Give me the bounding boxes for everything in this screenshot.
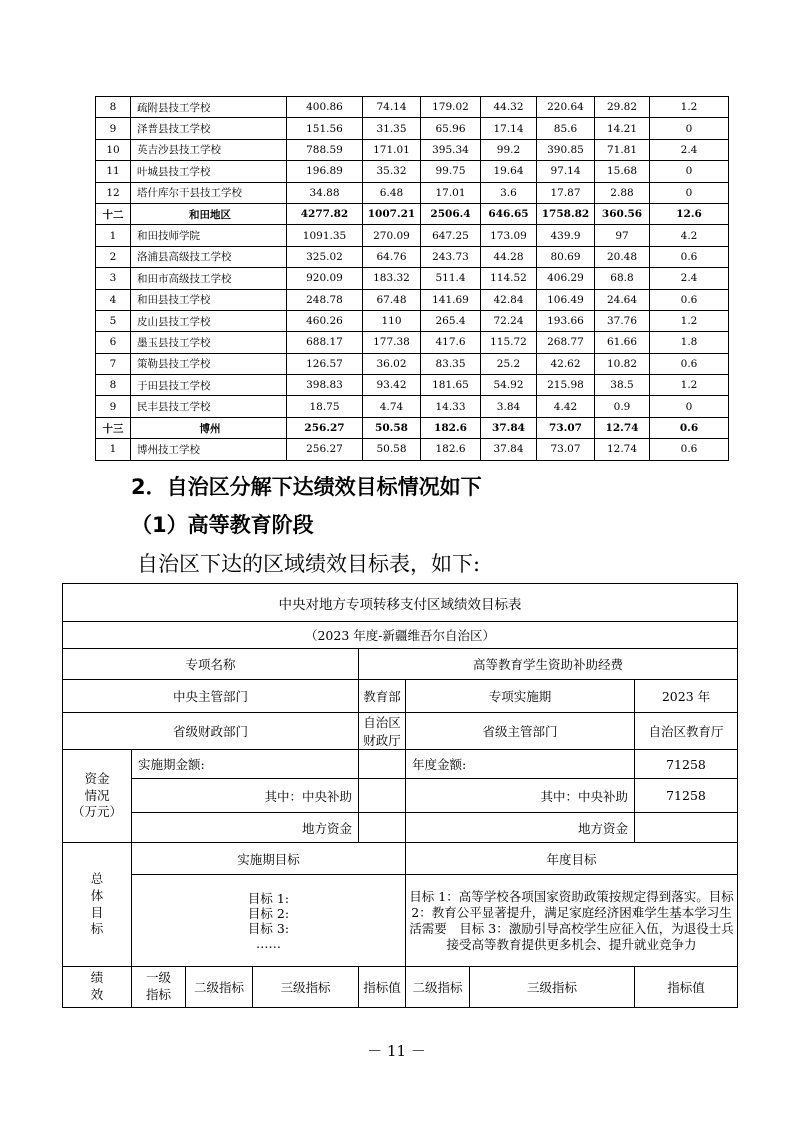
value-cell: 1.2 (650, 97, 729, 118)
value-cell: 17.14 (481, 118, 537, 139)
value-cell: 141.69 (421, 289, 481, 310)
level2-indicator-header-right: 二级指标 (406, 967, 470, 1008)
row-number: 3 (96, 268, 131, 289)
value-cell: 99.2 (481, 139, 537, 160)
value-cell: 1091.35 (287, 225, 363, 246)
value-cell: 110 (363, 310, 421, 331)
value-cell: 1758.82 (537, 203, 595, 224)
school-name: 疏附县技工学校 (131, 97, 287, 118)
school-name: 民丰县技工学校 (131, 396, 287, 417)
value-cell: 417.6 (421, 332, 481, 353)
central-subsidy-label: 其中：中央补助 (132, 779, 359, 813)
school-name: 和田市高级技工学校 (131, 268, 287, 289)
value-cell: 688.17 (287, 332, 363, 353)
row-number: 2 (96, 246, 131, 267)
impl-goals: 目标 1: 目标 2: 目标 3: …… (132, 875, 406, 967)
prov-dept-label: 省级主管部门 (406, 713, 635, 750)
value-cell: 1.2 (650, 310, 729, 331)
value-cell: 38.5 (595, 375, 650, 396)
table-row (96, 332, 729, 353)
value-cell: 25.2 (481, 353, 537, 374)
value-cell: 73.07 (537, 417, 595, 438)
value-cell: 50.58 (363, 417, 421, 438)
value-cell: 72.24 (481, 310, 537, 331)
value-cell: 2.4 (650, 139, 729, 160)
indicator-value-header: 指标值 (359, 967, 406, 1008)
value-cell: 115.72 (481, 332, 537, 353)
row-number: 1 (96, 225, 131, 246)
value-cell: 71.81 (595, 139, 650, 160)
table-subtotal-row (96, 417, 729, 438)
school-name: 策勒县技工学校 (131, 353, 287, 374)
school-name: 于田县技工学校 (131, 375, 287, 396)
section-heading: 2．自治区分解下达绩效目标情况如下 (131, 475, 482, 499)
value-cell: 20.48 (595, 246, 650, 267)
level3-indicator-header: 三级指标 (280, 980, 331, 995)
value-cell: 1.2 (650, 375, 729, 396)
value-cell: 126.57 (287, 353, 363, 374)
value-cell: 17.87 (537, 182, 595, 203)
central-subsidy-value-left (359, 779, 406, 813)
table-row (96, 268, 729, 289)
value-cell: 647.25 (421, 225, 481, 246)
value-cell: 50.58 (363, 439, 421, 460)
value-cell: 0.6 (650, 289, 729, 310)
school-name: 皮山县技工学校 (131, 310, 287, 331)
funds-label: 资金 情况 （万元） (63, 750, 132, 843)
value-cell: 42.84 (481, 289, 537, 310)
row-number: 9 (96, 396, 131, 417)
value-cell: 67.48 (363, 289, 421, 310)
value-cell: 15.68 (595, 161, 650, 182)
local-funds-value-left (359, 813, 406, 843)
value-cell: 4.42 (537, 396, 595, 417)
row-number: 10 (96, 139, 131, 160)
form-subtitle: （2023 年度-新疆维吾尔自治区） (63, 622, 738, 649)
value-cell: 36.02 (363, 353, 421, 374)
school-name: 和田县技工学校 (131, 289, 287, 310)
value-cell: 2.88 (595, 182, 650, 203)
central-subsidy-value-right: 71258 (635, 779, 738, 813)
value-cell: 215.98 (537, 375, 595, 396)
value-cell: 0 (650, 396, 729, 417)
value-cell: 193.66 (537, 310, 595, 331)
value-cell: 400.86 (287, 97, 363, 118)
value-cell: 73.07 (537, 439, 595, 460)
value-cell: 37.84 (481, 439, 537, 460)
value-cell: 10.82 (595, 353, 650, 374)
table-row (96, 439, 729, 460)
table-row (96, 225, 729, 246)
period-value: 2023 年 (635, 680, 738, 713)
value-cell: 85.6 (537, 118, 595, 139)
value-cell: 42.62 (537, 353, 595, 374)
project-name-label: 专项名称 (63, 649, 359, 680)
value-cell: 265.4 (421, 310, 481, 331)
value-cell: 61.66 (595, 332, 650, 353)
value-cell: 511.4 (421, 268, 481, 289)
value-cell: 151.56 (287, 118, 363, 139)
value-cell: 65.96 (421, 118, 481, 139)
row-number: 12 (96, 182, 131, 203)
row-number: 4 (96, 289, 131, 310)
value-cell: 12.6 (650, 203, 729, 224)
row-number: 十二 (96, 203, 131, 224)
value-cell: 18.75 (287, 396, 363, 417)
value-cell: 360.56 (595, 203, 650, 224)
value-cell: 920.09 (287, 268, 363, 289)
table-row (96, 353, 729, 374)
impl-amount-label: 实施期金额: (132, 750, 359, 779)
value-cell: 17.01 (421, 182, 481, 203)
value-cell: 243.73 (421, 246, 481, 267)
performance-target-table (62, 583, 738, 1008)
local-funds-label-right: 地方资金 (406, 813, 635, 843)
school-name: 塔什库尔干县技工学校 (131, 182, 287, 203)
funding-table (95, 96, 729, 461)
intro-paragraph: 自治区下达的区域绩效目标表，如下: (137, 552, 481, 576)
value-cell: 97.14 (537, 161, 595, 182)
local-funds-value-right (635, 813, 738, 843)
value-cell: 37.84 (481, 417, 537, 438)
value-cell: 29.82 (595, 97, 650, 118)
table-row (96, 182, 729, 203)
value-cell: 248.78 (287, 289, 363, 310)
annual-amount-value: 71258 (635, 750, 738, 779)
row-number: 11 (96, 161, 131, 182)
value-cell: 460.26 (287, 310, 363, 331)
prov-dept-value: 自治区教育厅 (635, 713, 738, 750)
row-number: 9 (96, 118, 131, 139)
row-number: 十三 (96, 417, 131, 438)
central-subsidy-label-right: 其中：中央补助 (406, 779, 635, 813)
value-cell: 12.74 (595, 439, 650, 460)
value-cell: 2.4 (650, 268, 729, 289)
value-cell: 0.9 (595, 396, 650, 417)
table-row (96, 118, 729, 139)
level2-level3-header (186, 967, 359, 1008)
value-cell: 14.21 (595, 118, 650, 139)
value-cell: 54.92 (481, 375, 537, 396)
value-cell: 93.42 (363, 375, 421, 396)
value-cell: 97 (595, 225, 650, 246)
value-cell: 181.65 (421, 375, 481, 396)
central-dept-value: 教育部 (359, 680, 406, 713)
school-name: 英吉沙县技工学校 (131, 139, 287, 160)
value-cell: 182.6 (421, 417, 481, 438)
prov-finance-value: 自治区财政厅 (359, 713, 406, 750)
value-cell: 0.6 (650, 439, 729, 460)
school-name: 和田技师学院 (131, 225, 287, 246)
value-cell: 34.88 (287, 182, 363, 203)
value-cell: 4277.82 (287, 203, 363, 224)
indicator-value-header-right: 指标值 (635, 967, 738, 1008)
value-cell: 19.64 (481, 161, 537, 182)
value-cell: 177.38 (363, 332, 421, 353)
impl-amount-value (359, 750, 406, 779)
value-cell: 3.6 (481, 182, 537, 203)
value-cell: 325.02 (287, 246, 363, 267)
value-cell: 270.09 (363, 225, 421, 246)
value-cell: 398.83 (287, 375, 363, 396)
school-name: 和田地区 (131, 203, 287, 224)
value-cell: 268.77 (537, 332, 595, 353)
central-dept-label: 中央主管部门 (63, 680, 359, 713)
project-name-value: 高等教育学生资助补助经费 (359, 649, 738, 680)
value-cell: 179.02 (421, 97, 481, 118)
value-cell: 68.8 (595, 268, 650, 289)
table-row (96, 396, 729, 417)
value-cell: 646.65 (481, 203, 537, 224)
value-cell: 0 (650, 161, 729, 182)
value-cell: 256.27 (287, 439, 363, 460)
value-cell: 2506.4 (421, 203, 481, 224)
school-name: 墨玉县技工学校 (131, 332, 287, 353)
value-cell: 0 (650, 118, 729, 139)
value-cell: 44.32 (481, 97, 537, 118)
table-row (96, 97, 729, 118)
row-number: 6 (96, 332, 131, 353)
value-cell: 196.89 (287, 161, 363, 182)
impl-goal-header: 实施期目标 (132, 843, 406, 875)
annual-goal-header: 年度目标 (406, 843, 738, 875)
school-name: 叶城县技工学校 (131, 161, 287, 182)
value-cell: 788.59 (287, 139, 363, 160)
value-cell: 182.6 (421, 439, 481, 460)
value-cell: 173.09 (481, 225, 537, 246)
value-cell: 406.29 (537, 268, 595, 289)
value-cell: 0 (650, 182, 729, 203)
overall-goals-label: 总 体 目 标 (63, 843, 132, 967)
table-row (96, 139, 729, 160)
value-cell: 0.6 (650, 417, 729, 438)
value-cell: 14.33 (421, 396, 481, 417)
table-row (96, 375, 729, 396)
value-cell: 31.35 (363, 118, 421, 139)
value-cell: 80.69 (537, 246, 595, 267)
page-number: － 11 － (367, 1042, 426, 1060)
level3-indicator-header-right: 三级指标 (470, 967, 635, 1008)
row-number: 5 (96, 310, 131, 331)
table-row (96, 161, 729, 182)
period-label: 专项实施期 (406, 680, 635, 713)
row-number: 7 (96, 353, 131, 374)
value-cell: 12.74 (595, 417, 650, 438)
value-cell: 395.34 (421, 139, 481, 160)
table-row (96, 289, 729, 310)
value-cell: 439.9 (537, 225, 595, 246)
prov-finance-label: 省级财政部门 (63, 713, 359, 750)
annual-goals: 目标 1：高等学校各项国家资助政策按规定得到落实。目标 2：教育公平显著提升，满足家庭经济困难学生基本学习生活需要 目标 3：激励引导高校学生应征入伍，为退役士兵接受高等教育提供更多机会、提升就业竞争力 (406, 875, 738, 967)
value-cell: 99.75 (421, 161, 481, 182)
value-cell: 4.2 (650, 225, 729, 246)
value-cell: 1007.21 (363, 203, 421, 224)
value-cell: 35.32 (363, 161, 421, 182)
school-name: 博州技工学校 (131, 439, 287, 460)
value-cell: 4.74 (363, 396, 421, 417)
level2-indicator-header: 二级指标 (186, 967, 253, 1007)
value-cell: 390.85 (537, 139, 595, 160)
value-cell: 83.35 (421, 353, 481, 374)
value-cell: 44.28 (481, 246, 537, 267)
value-cell: 0.6 (650, 353, 729, 374)
school-name: 泽普县技工学校 (131, 118, 287, 139)
value-cell: 74.14 (363, 97, 421, 118)
value-cell: 24.64 (595, 289, 650, 310)
value-cell: 3.84 (481, 396, 537, 417)
value-cell: 1.8 (650, 332, 729, 353)
value-cell: 6.48 (363, 182, 421, 203)
form-title: 中央对地方专项转移支付区域绩效目标表 (63, 584, 738, 622)
table-subtotal-row (96, 203, 729, 224)
value-cell: 106.49 (537, 289, 595, 310)
table-row (96, 246, 729, 267)
row-number: 1 (96, 439, 131, 460)
row-number: 8 (96, 97, 131, 118)
value-cell: 114.52 (481, 268, 537, 289)
school-name: 洛浦县高级技工学校 (131, 246, 287, 267)
school-name: 博州 (131, 417, 287, 438)
annual-amount-label: 年度金额: (406, 750, 635, 779)
subsection-heading: （1）高等教育阶段 (131, 513, 314, 537)
row-number: 8 (96, 375, 131, 396)
value-cell: 220.64 (537, 97, 595, 118)
local-funds-label: 地方资金 (132, 813, 359, 843)
table-row (96, 310, 729, 331)
value-cell: 0.6 (650, 246, 729, 267)
value-cell: 64.76 (363, 246, 421, 267)
value-cell: 37.76 (595, 310, 650, 331)
value-cell: 171.01 (363, 139, 421, 160)
value-cell: 183.32 (363, 268, 421, 289)
level1-indicator-header: 一级 指标 (132, 967, 186, 1008)
performance-label: 绩 效 (63, 967, 132, 1008)
value-cell: 256.27 (287, 417, 363, 438)
